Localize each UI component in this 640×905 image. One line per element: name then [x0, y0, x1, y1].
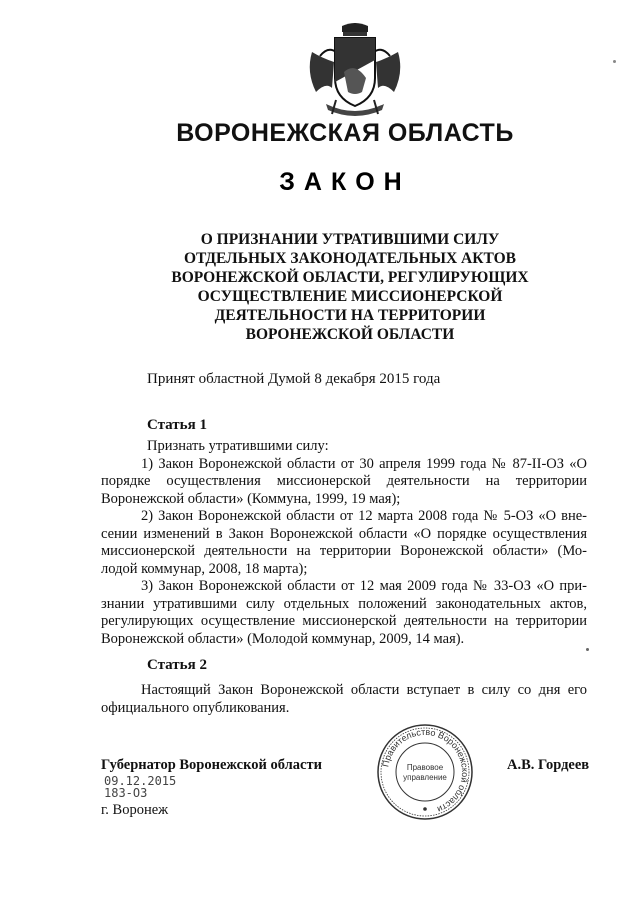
registration-date: 09.12.2015: [104, 774, 177, 788]
subject-line: ОТДЕЛЬНЫХ ЗАКОНОДАТЕЛЬНЫХ АКТОВ: [183, 250, 517, 267]
coat-of-arms-icon: [302, 22, 408, 122]
seal-center-line: Правовое: [406, 763, 444, 772]
registration-stamp: [104, 775, 176, 799]
region-title: ВОРОНЕЖСКАЯ ОБЛАСТЬ: [176, 119, 514, 147]
subject-line: ВОРОНЕЖСКОЙ ОБЛАСТИ: [245, 326, 455, 343]
subject-line: ОСУЩЕСТВЛЕНИЕ МИССИОНЕРСКОЙ: [197, 288, 503, 305]
subject-line: О ПРИЗНАНИИ УТРАТИВШИМИ СИЛУ: [200, 231, 500, 248]
article-1-item: 1) Закон Воронежской области от 30 апреля 1999 года № 87-II-ОЗ «О порядке осуществления миссионерской деятельности на территории Воронежской области» (Коммуна, 1999, 19 мая);: [101, 455, 587, 507]
law-title: ЗАКОН: [279, 168, 411, 196]
law-subject: [130, 230, 570, 344]
seal-star-icon: [423, 807, 427, 811]
city: г. Воронеж: [101, 802, 169, 818]
article-1-heading: Статья 1: [147, 417, 207, 433]
article-2-heading: Статья 2: [147, 657, 207, 673]
article-1-intro: Признать утратившими силу:: [147, 438, 329, 454]
scan-speck: [586, 648, 589, 651]
article-1-item: 2) Закон Воронежской области от 12 марта 2008 года № 5-ОЗ «О вне-сении изменений в Закон Воронежской области «О порядке осуществления миссионерской деятельности на территории Воронежской области» (Мо-лодой коммунар, 2008, 18 марта);: [101, 508, 587, 577]
official-seal: [375, 722, 475, 822]
article-1-item: 3) Закон Воронежской области от 12 мая 2009 года № 33-ОЗ «О при-знании утратившими силу отдельных положений законодательных актов, регулирующих осуществление миссионерской деятельности на территории Воронежской области» (Молодой коммунар, 2009, 14 мая).: [101, 578, 587, 647]
governor-name: А.В. Гордеев: [507, 757, 590, 773]
subject-line: ВОРОНЕЖСКОЙ ОБЛАСТИ, РЕГУЛИРУЮЩИХ: [171, 269, 529, 286]
governor-title: Губернатор Воронежской области: [101, 757, 322, 773]
subject-line: ДЕЯТЕЛЬНОСТИ НА ТЕРРИТОРИИ: [214, 307, 486, 324]
article-1-body: [101, 438, 587, 648]
scan-speck: [613, 60, 616, 63]
article-2-body: [101, 682, 587, 717]
registration-number: 183-ОЗ: [104, 786, 148, 800]
adopted-date: Принят областной Думой 8 декабря 2015 года: [147, 371, 441, 387]
seal-center-line: управление: [403, 773, 447, 782]
article-2-text: Настоящий Закон Воронежской области вступает в силу со дня его официального опубликования.: [101, 682, 587, 716]
seal-ring-text: Правительство Воронежской области: [380, 726, 471, 815]
